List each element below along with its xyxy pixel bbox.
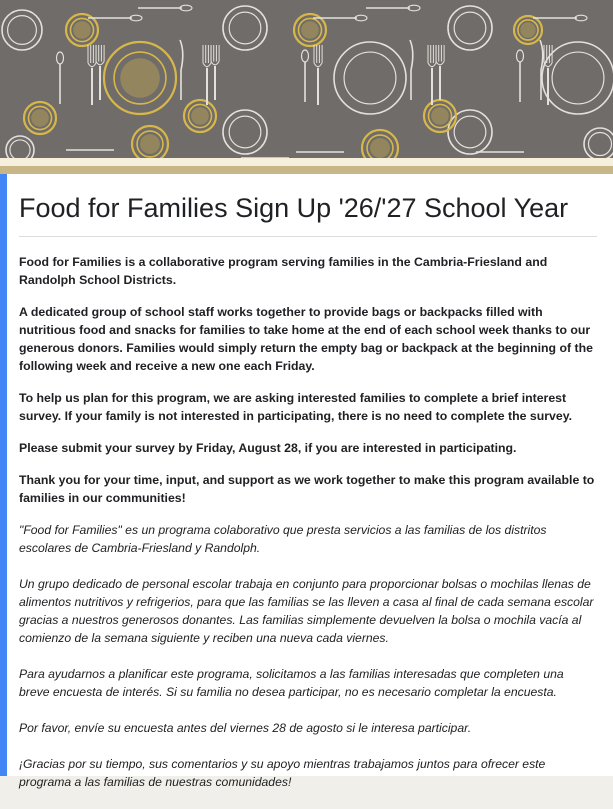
description-paragraph: Thank you for your time, input, and support as we work together to make this program available to families in our communities! bbox=[19, 473, 595, 505]
place-settings-pattern-image bbox=[0, 0, 613, 158]
description-paragraph: To help us plan for this program, we are asking interested families to complete a brief interest survey. If your family is not interested in participating, there is no need to complete the survey. bbox=[19, 391, 573, 423]
description-paragraph: A dedicated group of school staff works together to provide bags or backpacks filled with nutritious food and snacks for families to take home at the end of each school week thanks to our generous donors. Families would simply return the empty bag or backpack at the beginning of the following week and receive a new one each Friday. bbox=[19, 305, 593, 373]
card-accent-bar bbox=[0, 174, 7, 776]
description-paragraph: Por favor, envíe su encuesta antes del viernes 28 de agosto si le interesa participar. bbox=[19, 721, 472, 735]
header-banner bbox=[0, 0, 613, 158]
description-paragraph: Please submit your survey by Friday, August 28, if you are interested in participating. bbox=[19, 441, 517, 455]
description-paragraph: "Food for Families" es un programa colaborativo que presta servicios a las familias de los distritos escolares de Cambria-Friesland y Randolph. bbox=[19, 523, 547, 555]
description-paragraph: Para ayudarnos a planificar este programa, solicitamos a las familias interesadas que completen una breve encuesta de interés. Si su familia no desea participar, no es necesario completar la encuesta. bbox=[19, 667, 564, 699]
form-header-content bbox=[19, 174, 597, 809]
form-header-card bbox=[0, 166, 613, 789]
description-paragraph: Un grupo dedicado de personal escolar trabaja en conjunto para proporcionar bolsas o mochilas llenas de alimentos nutritivos y refrigerios, para que las familias se las lleven a casa al final de cada semana escolar gracias a nuestros generosos donantes. Las familias simplemente devuelven la bolsa o mochila vacía al comienzo de la semana siguiente y reciben una nueva cada viernes. bbox=[19, 577, 594, 645]
banner-divider bbox=[0, 158, 613, 166]
form-description-spanish bbox=[19, 521, 597, 791]
form-description-english bbox=[19, 253, 597, 507]
description-paragraph: ¡Gracias por su tiempo, sus comentarios y su apoyo mientras trabajamos juntos para ofrecer este programa a las familias de nuestras comunidades! bbox=[19, 757, 546, 789]
form-title: Food for Families Sign Up '26/'27 School Year bbox=[19, 192, 597, 237]
description-paragraph: Food for Families is a collaborative program serving families in the Cambria-Friesland and Randolph School Districts. bbox=[19, 255, 548, 287]
